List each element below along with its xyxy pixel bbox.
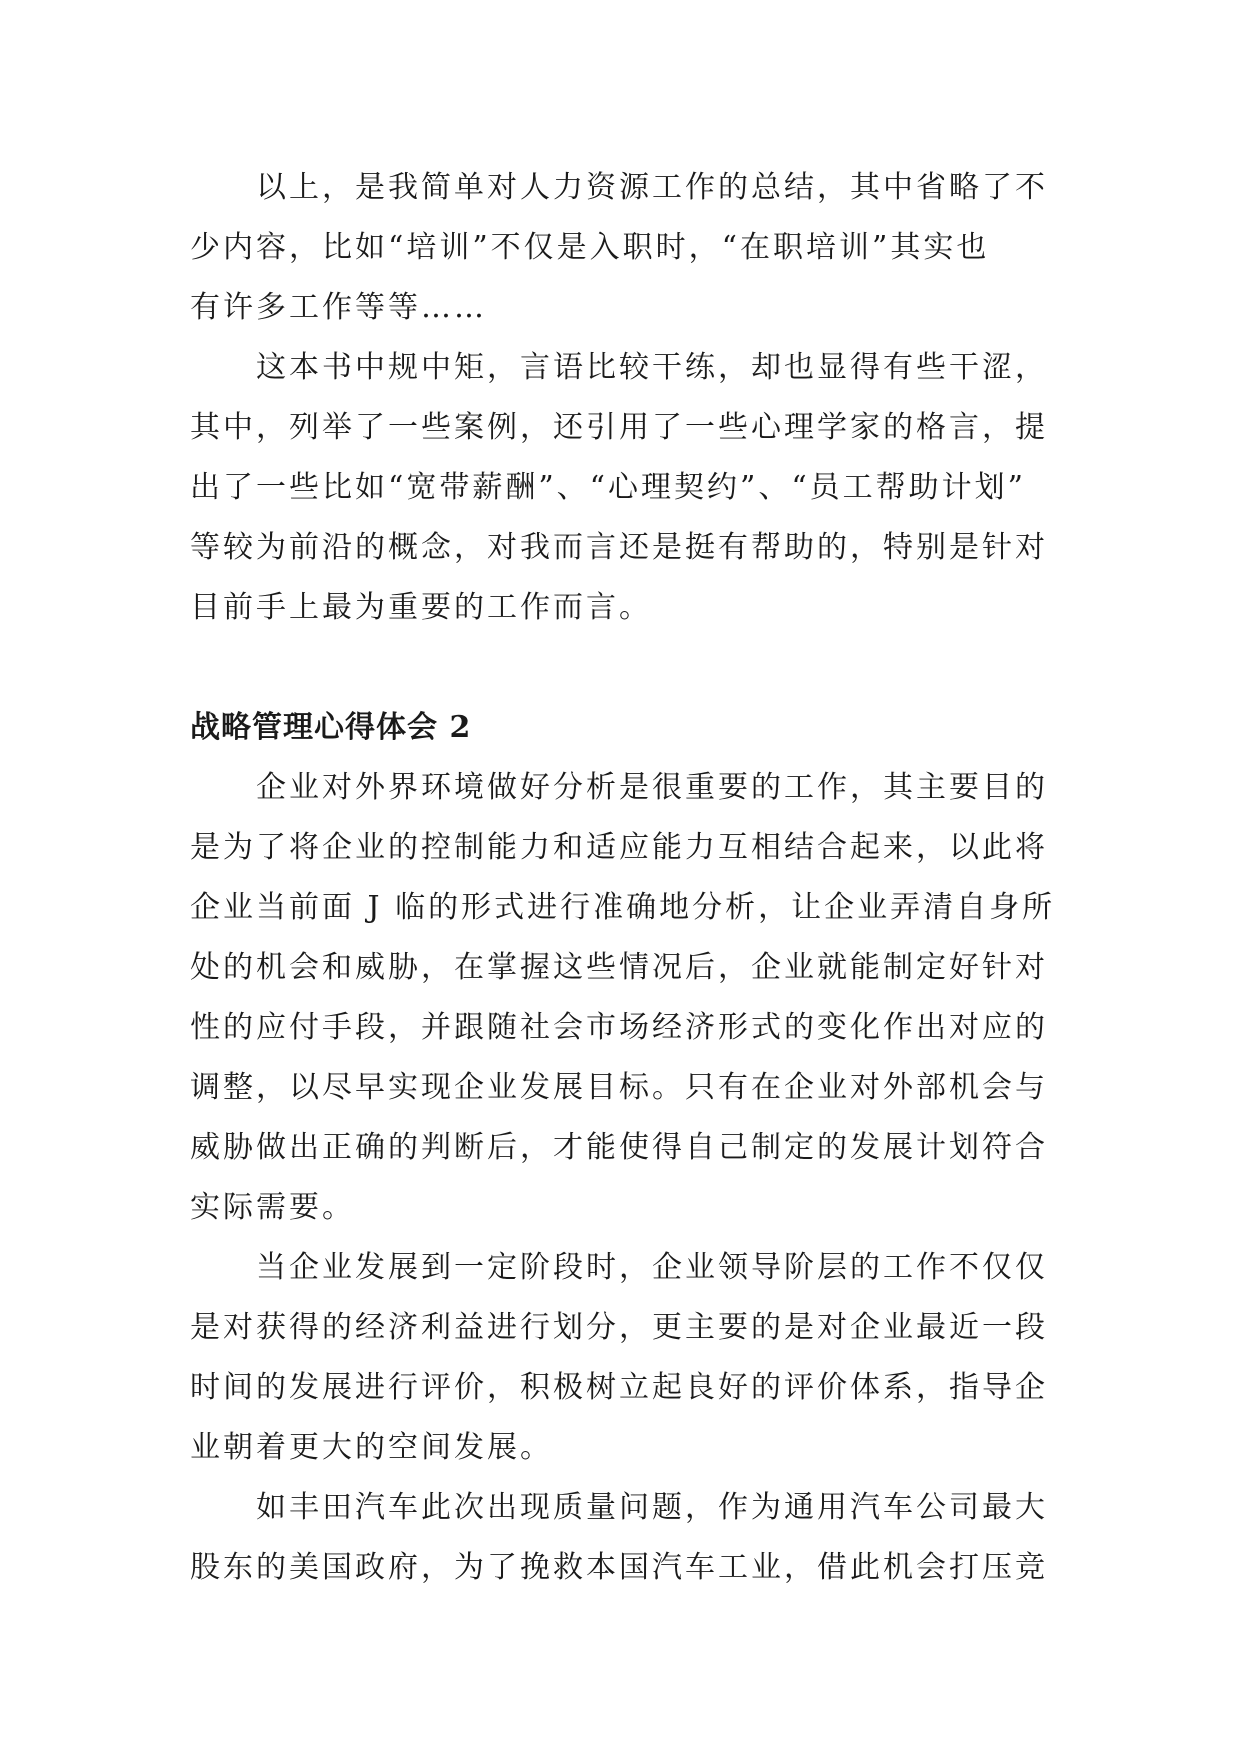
paragraph-line: 实际需要。 [190, 1190, 355, 1225]
paragraph-line: 时间的发展进行评价，积极树立起良好的评价体系，指导企 [190, 1370, 1048, 1405]
paragraph-toyota-example [190, 1478, 1050, 1598]
paragraph-line: 出了一些比如“宽带薪酬”、“心理契约”、“员工帮助计划” [190, 470, 1027, 505]
paragraph-line: 性的应付手段，并跟随社会市场经济形式的变化作出对应的 [190, 1010, 1048, 1045]
paragraph-line: 威胁做出正确的判断后，才能使得自己制定的发展计划符合 [190, 1130, 1048, 1165]
paragraph-line: 少内容，比如“培训”不仅是入职时，“在职培训”其实也 [190, 230, 990, 265]
paragraph-line: 企业当前面 J 临的形式进行准确地分析，让企业弄清自身所 [190, 890, 1056, 925]
paragraph-line: 处的机会和威胁，在掌握这些情况后，企业就能制定好针对 [190, 950, 1048, 985]
paragraph-line: 等较为前沿的概念，对我而言还是挺有帮助的，特别是针对 [190, 530, 1048, 565]
paragraph-line: 这本书中规中矩，言语比较干练，却也显得有些干涩， [256, 350, 1048, 385]
section-heading: 战略管理心得体会 2 [190, 710, 472, 745]
paragraph-line: 业朝着更大的空间发展。 [190, 1430, 553, 1465]
paragraph-line: 调整，以尽早实现企业发展目标。只有在企业对外部机会与 [190, 1070, 1048, 1105]
paragraph-line: 企业对外界环境做好分析是很重要的工作，其主要目的 [256, 770, 1048, 805]
paragraph-environment-analysis [190, 758, 1056, 1238]
paragraph-line: 以上，是我简单对人力资源工作的总结，其中省略了不 [256, 170, 1048, 205]
paragraph-leadership-evaluation [190, 1238, 1050, 1478]
paragraph-line: 如丰田汽车此次出现质量问题，作为通用汽车公司最大 [256, 1490, 1048, 1525]
paragraph-line: 其中，列举了一些案例，还引用了一些心理学家的格言，提 [190, 410, 1048, 445]
section-gap [190, 638, 1050, 698]
paragraph-line: 是对获得的经济利益进行划分，更主要的是对企业最近一段 [190, 1310, 1048, 1345]
paragraph-line: 当企业发展到一定阶段时，企业领导阶层的工作不仅仅 [256, 1250, 1048, 1285]
paragraph-book-review [190, 338, 1050, 638]
paragraph-line: 目前手上最为重要的工作而言。 [190, 590, 652, 625]
paragraph-summary [190, 158, 1050, 338]
paragraph-line: 股东的美国政府，为了挽救本国汽车工业，借此机会打压竞 [190, 1550, 1048, 1585]
document-body [190, 158, 1056, 1598]
paragraph-line: 有许多工作等等…… [190, 290, 487, 325]
paragraph-line: 是为了将企业的控制能力和适应能力互相结合起来，以此将 [190, 830, 1048, 865]
